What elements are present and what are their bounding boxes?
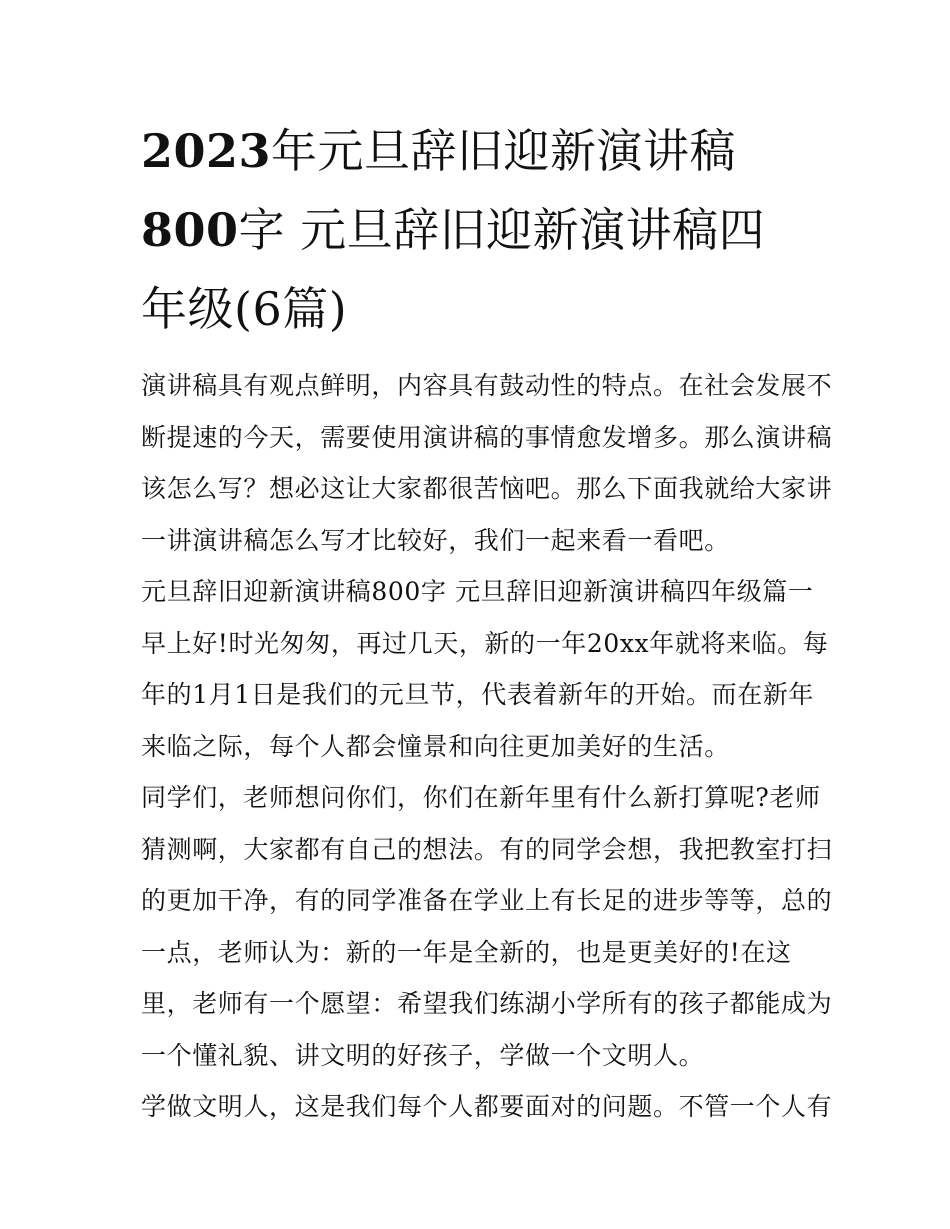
body-line-15: 学做文明人，这是我们每个人都要面对的问题。不管一个人有 [141, 1092, 833, 1121]
body-line-11: 的更加干净，有的同学准备在学业上有长足的进步等等，总的 [141, 886, 833, 915]
title-text-3: 年级(6篇) [141, 282, 348, 336]
body-line-2: 断提速的今天，需要使用演讲稿的事情愈发增多。那么演讲稿 [141, 422, 833, 452]
title-line-1 [141, 112, 813, 191]
document-title [141, 112, 813, 349]
body-line-6: 早上好!时光匆匆，再过几天，新的一年20xx年就将来临。每 [141, 628, 829, 658]
title-text-1: 年元旦辞旧迎新演讲稿 [271, 124, 737, 178]
title-word-count: 800 [141, 203, 239, 257]
title-line-3 [141, 270, 813, 349]
body-line-14: 一个懂礼貌、讲文明的好孩子，学做一个文明人。 [141, 1040, 705, 1070]
title-year: 2023 [141, 124, 272, 178]
title-line-2 [141, 191, 813, 270]
body-line-12: 一点，老师认为：新的一年是全新的，也是更美好的!在这 [141, 937, 792, 967]
body-line-13: 里，老师有一个愿望：希望我们练湖小学所有的孩子都能成为 [141, 989, 833, 1018]
body-line-9: 同学们，老师想问你们，你们在新年里有什么新打算呢?老师 [141, 783, 821, 812]
body-line-3: 该怎么写？想必这让大家都很苦恼吧。那么下面我就给大家讲 [141, 474, 833, 503]
body-line-10: 猜测啊，大家都有自己的想法。有的同学会想，我把教室打扫 [141, 834, 833, 864]
title-text-2: 字 元旦辞旧迎新演讲稿四 [238, 203, 766, 257]
document-body [141, 360, 833, 1133]
body-line-1: 演讲稿具有观点鲜明，内容具有鼓动性的特点。在社会发展不 [141, 371, 833, 400]
body-line-8: 来临之际，每个人都会憧景和向往更加美好的生活。 [141, 731, 730, 761]
section-heading: 元旦辞旧迎新演讲稿800字 元旦辞旧迎新演讲稿四年级篇一 [141, 577, 814, 606]
body-line-7: 年的1月1日是我们的元旦节，代表着新年的开始。而在新年 [141, 680, 815, 709]
document-page [141, 112, 833, 1133]
body-line-4: 一讲演讲稿怎么写才比较好，我们一起来看一看吧。 [141, 525, 730, 555]
